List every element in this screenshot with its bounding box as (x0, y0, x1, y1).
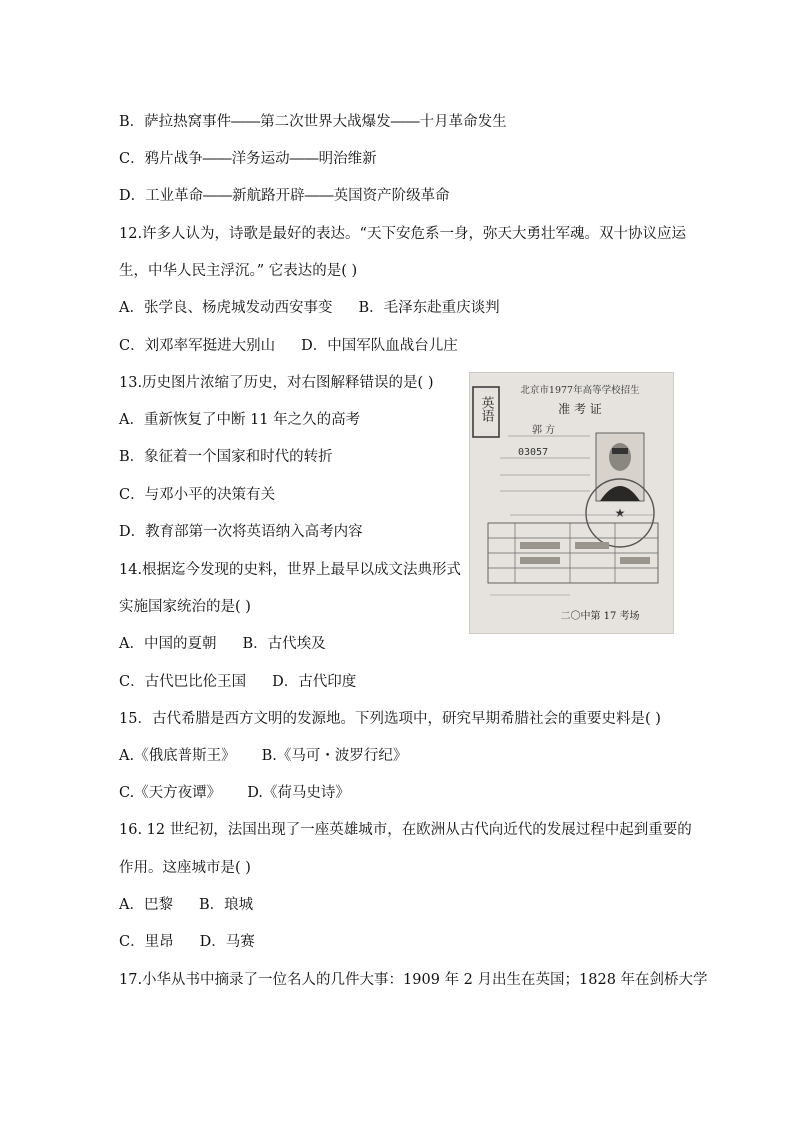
q12-option-d: D．中国军队血战台儿庄 (301, 338, 458, 354)
q14-option-c: C．古代巴比伦王国 (119, 674, 247, 690)
option-b-line: B．萨拉热窝事件――第二次世界大战爆发――十月革命发生 (119, 114, 507, 130)
question-12-text-cont: 生，中华人民主浮沉。” 它表达的是( ) (119, 263, 358, 279)
question-14-text: 14.根据迄今发现的史料，世界上最早以成文法典形式 (119, 562, 462, 578)
ticket-footer: 二〇中第 17 考场 (560, 611, 640, 622)
q12-option-a: A．张学良、杨虎城发动西安事变 (119, 300, 333, 316)
ticket-header: 北京市1977年高等学校招生 (520, 385, 640, 396)
question-16-text-cont: 作用。这座城市是( ) (119, 860, 251, 876)
q16-option-d: D．马赛 (199, 934, 255, 950)
question-16-options-row1 (119, 895, 253, 915)
q13-option-a: A．重新恢复了中断 11 年之久的高考 (119, 412, 361, 428)
question-16-text: 16. 12 世纪初，法国出现了一座英雄城市，在欧洲从古代向近代的发展过程中起到重要的 (119, 822, 692, 838)
q15-option-b: B.《马可・波罗行纪》 (261, 748, 408, 764)
ticket-number: 03057 (518, 447, 549, 458)
question-17-text: 17.小华从书中摘录了一位名人的几件大事：1909 年 2 月出生在英国；1828 年在剑桥大学 (119, 972, 708, 988)
question-15-options-row1 (119, 746, 407, 766)
question-12-options-row1 (119, 298, 500, 318)
q12-option-c: C．刘邓率军挺进大别山 (119, 338, 276, 354)
q16-option-a: A．巴黎 (119, 897, 173, 913)
svg-text:★: ★ (614, 506, 626, 520)
question-14-options-row2 (119, 672, 356, 692)
question-14-text-cont: 实施国家统治的是( ) (119, 599, 251, 615)
admission-ticket-photo (469, 372, 674, 634)
q15-option-d: D.《荷马史诗》 (247, 785, 350, 801)
question-13-text: 13.历史图片浓缩了历史，对右图解释错误的是( ) (119, 375, 434, 391)
subject-stamp: 英语 (478, 396, 494, 422)
q12-option-b: B．毛泽东赴重庆谈判 (358, 300, 500, 316)
q13-option-c: C．与邓小平的决策有关 (119, 487, 276, 503)
ticket-name: 郭 方 (532, 425, 556, 436)
admission-ticket-image (470, 373, 673, 633)
q16-option-b: B．琅城 (198, 897, 254, 913)
q14-option-a: A．中国的夏朝 (119, 636, 217, 652)
q16-option-c: C．里昂 (119, 934, 174, 950)
q13-option-d: D．教育部第一次将英语纳入高考内容 (119, 524, 363, 540)
question-12-text: 12.许多人认为，诗歌是最好的表达。“天下安危系一身，弥天大勇壮军魂。双十协议应运 (119, 226, 686, 242)
q15-option-a: A.《俄底普斯王》 (119, 748, 236, 764)
option-c-line: C．鸦片战争――洋务运动――明治维新 (119, 151, 377, 167)
question-16-options-row2 (119, 932, 255, 952)
ticket-title: 准 考 证 (558, 402, 602, 416)
q14-option-d: D．古代印度 (272, 674, 357, 690)
option-d-line: D．工业革命――新航路开辟――英国资产阶级革命 (119, 188, 450, 204)
question-15-options-row2 (119, 783, 350, 803)
question-14-options-row1 (119, 634, 326, 654)
q14-option-b: B．古代埃及 (242, 636, 326, 652)
q13-option-b: B．象征着一个国家和时代的转折 (119, 449, 333, 465)
q15-option-c: C.《天方夜谭》 (119, 785, 222, 801)
question-12-options-row2 (119, 336, 458, 356)
question-15-text: 15．古代希腊是西方文明的发源地。下列选项中，研究早期希腊社会的重要史料是( ) (119, 711, 661, 727)
